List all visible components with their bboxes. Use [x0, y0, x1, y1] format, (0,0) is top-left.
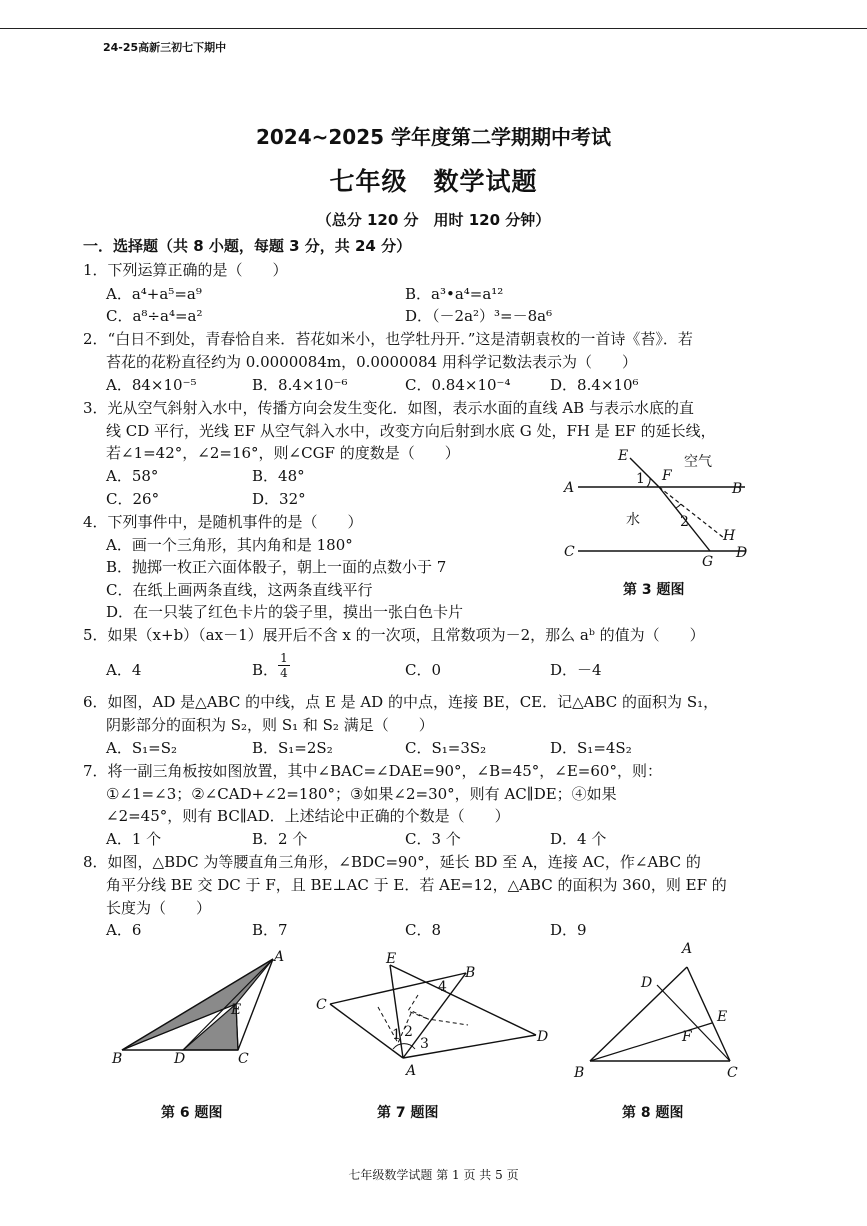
fig8-label-b: B	[574, 1065, 585, 1081]
fig6-label-b: B	[112, 1051, 123, 1067]
q4-option-b: B．抛掷一枚正六面体骰子，朝上一面的点数小于 7	[106, 558, 447, 576]
q6-line2: 阴影部分的面积为 S₂，则 S₁ 和 S₂ 满足（ ）	[106, 716, 434, 734]
q2-option-a: A．84×10⁻⁵	[106, 376, 197, 394]
fig3-label-b: B	[732, 481, 743, 497]
q1-option-c: C．a⁸÷a⁴=a²	[106, 307, 203, 325]
q7-line3: ∠2=45°，则有 BC∥AD．上述结论中正确的个数是（ ）	[106, 807, 510, 825]
q8-option-c: C．8	[405, 921, 442, 939]
page-footer: 七年级数学试题 第 1 页 共 5 页	[348, 1168, 519, 1182]
figure-6-caption: 第 6 题图	[161, 1105, 223, 1121]
q8-line3: 长度为（ ）	[106, 899, 212, 917]
figure-7-diagram	[308, 945, 558, 1085]
fig3-label-g: G	[702, 554, 714, 570]
fig7-label-e: E	[386, 951, 397, 967]
q3-line1: 3．光从空气斜射入水中，传播方向会发生变化．如图，表示水面的直线 AB 与表示水底的直	[83, 399, 694, 417]
q8-option-d: D．9	[550, 921, 587, 939]
q2-option-c: C．0.84×10⁻⁴	[405, 376, 511, 394]
fig8-label-a: A	[682, 941, 693, 957]
q6-option-a: A．S₁=S₂	[106, 739, 177, 757]
q6-option-b: B．S₁=2S₂	[252, 739, 333, 757]
q3-line3: 若∠1=42°，∠2=16°，则∠CGF 的度数是（ ）	[106, 444, 460, 462]
fig6-label-d: D	[174, 1051, 186, 1067]
fig6-label-e: E	[231, 1002, 242, 1018]
fig7-label-3: 3	[420, 1036, 429, 1052]
figure-3-caption: 第 3 题图	[623, 582, 685, 598]
q5-option-b-fraction	[278, 651, 290, 680]
fig3-label-e: E	[618, 448, 629, 464]
q8-option-b: B．7	[252, 921, 288, 939]
q5-stem: 5．如果（x+b）（ax－1）展开后不含 x 的一次项，且常数项为－2，那么 aᵇ 的值为（ ）	[83, 626, 705, 644]
fig7-label-1: 1	[392, 1027, 401, 1043]
figure-7-caption: 第 7 题图	[377, 1105, 439, 1121]
fig3-air-label: 空气	[684, 454, 712, 470]
top-border-line	[0, 28, 867, 29]
fig8-label-d: D	[641, 975, 653, 991]
fig6-label-c: C	[238, 1051, 249, 1067]
fig3-label-a: A	[564, 480, 575, 496]
fig3-label-c: C	[564, 544, 575, 560]
fig3-water-label: 水	[626, 512, 640, 528]
fig3-label-f: F	[662, 468, 672, 484]
q3-line2: 线 CD 平行，光线 EF 从空气斜入水中，改变方向后射到水底 G 处，FH 是 EF 的延长线，	[106, 422, 716, 440]
q8-option-a: A．6	[106, 921, 142, 939]
q7-line1: 7．将一副三角板按如图放置，其中∠BAC=∠DAE=90°，∠B=45°，∠E=60°，则：	[83, 762, 662, 780]
q2-line1: 2．“白日不到处，青春恰自来．苔花如米小，也学牡丹开．”这是清朝袁枚的一首诗《苔》．若	[83, 330, 693, 348]
fig7-label-2: 2	[404, 1024, 413, 1040]
q1-option-d: D．（－2a²）³=－8a⁶	[405, 307, 553, 325]
q3-option-a: A．58°	[106, 467, 159, 485]
q5-option-a: A．4	[106, 661, 142, 679]
q7-option-c: C．3 个	[405, 830, 461, 848]
q2-option-d: D．8.4×10⁶	[550, 376, 639, 394]
figure-6-diagram	[108, 945, 298, 1075]
q7-option-a: A．1 个	[106, 830, 162, 848]
q6-line1: 6．如图，AD 是△ABC 的中线，点 E 是 AD 的中点，连接 BE，CE．记△ABC 的面积为 S₁，	[83, 693, 719, 711]
q1-option-a: A．a⁴+a⁵=a⁹	[106, 285, 202, 303]
side-ab	[122, 959, 273, 1050]
q2-line2: 苔花的花粉直径约为 0.0000084m，0.0000084 用科学记数法表示为（ ）	[106, 353, 637, 371]
q7-option-b: B．2 个	[252, 830, 308, 848]
angle-2-arc	[676, 504, 681, 508]
fig7-label-4: 4	[438, 979, 447, 995]
fig7-label-d: D	[537, 1029, 549, 1045]
q3-option-b: B．48°	[252, 467, 305, 485]
exam-subtitle: 七年级 数学试题	[329, 167, 538, 196]
exam-score-time: （总分 120 分 用时 120 分钟）	[316, 211, 551, 229]
fig7-label-b: B	[465, 965, 476, 981]
bisector-be	[590, 1023, 712, 1061]
q3-option-d: D．32°	[252, 490, 306, 508]
fig8-label-f: F	[682, 1029, 692, 1045]
page-header: 24-25高新三初七下期中	[103, 41, 227, 54]
fig7-label-c: C	[316, 997, 327, 1013]
q6-option-d: D．S₁=4S₂	[550, 739, 632, 757]
q4-option-c: C．在纸上画两条直线，这两条直线平行	[106, 581, 373, 599]
q7-option-d: D．4 个	[550, 830, 607, 848]
exam-title: 2024~2025 学年度第二学期期中考试	[255, 125, 612, 149]
q5-option-d: D．－4	[550, 661, 602, 679]
ray-fh	[659, 487, 724, 538]
fig3-label-1: 1	[636, 471, 645, 487]
q5-option-b: B．	[252, 661, 279, 679]
fig7-label-a: A	[406, 1063, 417, 1079]
fig6-label-a: A	[274, 949, 285, 965]
fig8-label-e: E	[717, 1009, 728, 1025]
q4-option-a: A．画一个三角形，其内角和是 180°	[106, 536, 353, 554]
figure-8-diagram	[570, 935, 750, 1085]
dashed-inner-lines	[408, 995, 428, 1019]
q8-line1: 8．如图，△BDC 为等腰直角三角形，∠BDC=90°，延长 BD 至 A，连接 AC，作∠ABC 的	[83, 853, 701, 871]
q6-option-c: C．S₁=3S₂	[405, 739, 487, 757]
fig8-label-c: C	[727, 1065, 738, 1081]
angle-arc-a	[393, 1044, 415, 1049]
q1-stem: 1．下列运算正确的是（ ）	[83, 261, 288, 279]
q8-line2: 角平分线 BE 交 DC 于 F，且 BE⊥AC 于 E．若 AE=12，△ABC 的面积为 360，则 EF 的	[106, 876, 727, 894]
fig3-label-d: D	[736, 545, 748, 561]
q1-option-b: B．a³•a⁴=a¹²	[405, 285, 504, 303]
q4-stem: 4．下列事件中，是随机事件的是（ ）	[83, 513, 363, 531]
figure-3-diagram	[560, 444, 760, 574]
q7-line2: ①∠1=∠3；②∠CAD+∠2=180°；③如果∠2=30°，则有 AC∥DE；④如果	[106, 785, 617, 803]
q4-option-d: D．在一只装了红色卡片的袋子里，摸出一张白色卡片	[106, 603, 464, 621]
fraction-denominator: 4	[278, 665, 290, 680]
fig3-label-h: H	[723, 528, 736, 544]
section-heading: 一．选择题（共 8 小题，每题 3 分，共 24 分）	[83, 237, 412, 255]
q2-option-b: B．8.4×10⁻⁶	[252, 376, 348, 394]
fig3-label-2: 2	[680, 514, 689, 530]
side-ba	[590, 967, 687, 1061]
angle-1-arc	[647, 478, 650, 487]
figure-8-caption: 第 8 题图	[622, 1105, 684, 1121]
fraction-numerator: 1	[280, 651, 288, 665]
q3-option-c: C．26°	[106, 490, 160, 508]
q5-option-c: C．0	[405, 661, 442, 679]
